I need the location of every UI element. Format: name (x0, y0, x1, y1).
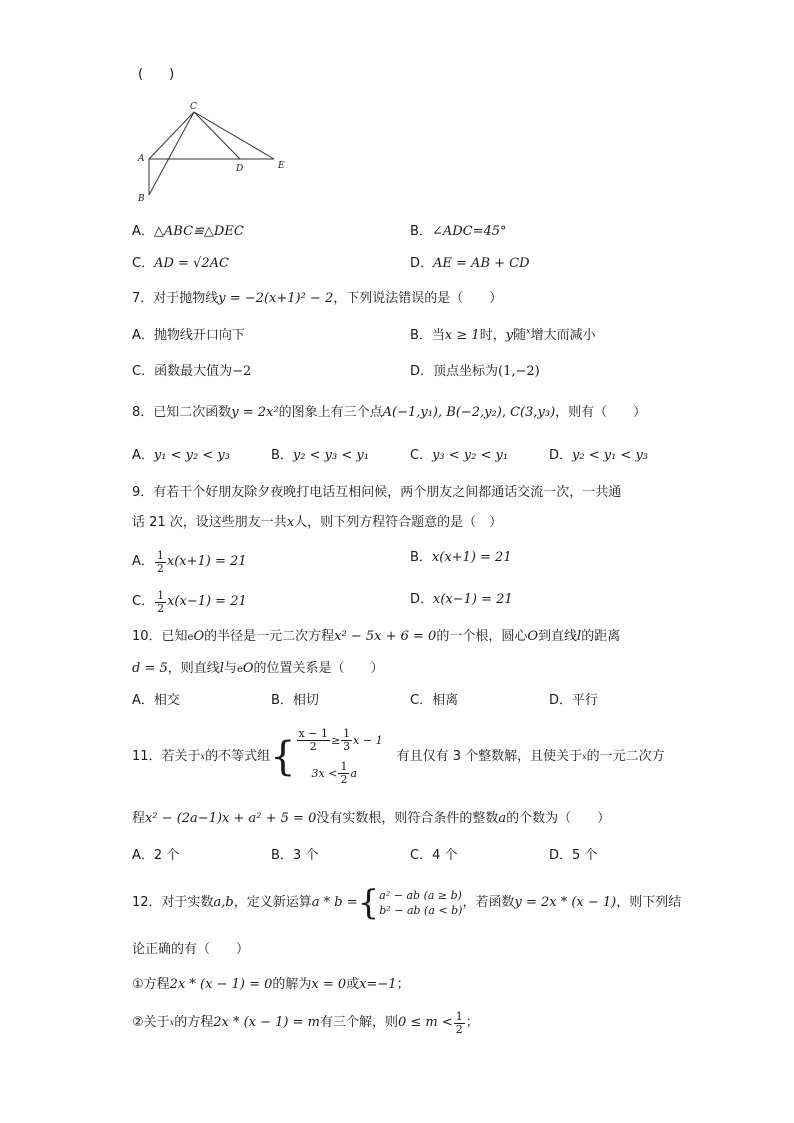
q10-option-b: B．相切 (271, 693, 319, 708)
q7-option-b: B．当x ≥ 1时，y随$^x$增大而减小 (410, 326, 596, 343)
q9-stem-line2: 话 21 次，设这些朋友一共x人，则下列方程符合题意的是（ ） (132, 515, 503, 530)
q8-option-b: B．y₂ < y₃ < y₁ (271, 448, 369, 463)
q11-option-d: D．5 个 (549, 848, 598, 863)
label-c: C (190, 102, 197, 112)
segment-ce (194, 112, 274, 159)
q10-option-c: C．相离 (410, 693, 459, 708)
label-a: A (138, 154, 145, 164)
q6-answer-bracket: ( ) (138, 67, 175, 82)
segment-cb (149, 112, 194, 195)
q7-option-c: C．函数最大值为−2 (132, 364, 252, 379)
inequality-2: 3x < $\frac{1}{2}$ a (311, 760, 358, 786)
q6-option-c: C．AD = √2AC (132, 256, 229, 271)
q6-option-d: D．AE = AB + CD (410, 256, 530, 271)
segment-ca (149, 112, 194, 159)
q10-stem-line1: 10．已知eO的半径是一元二次方程x² − 5x + 6 = 0的一个根，圆心O到直线l的距离 (132, 629, 621, 644)
q8-stem: 8．已知二次函数y = 2x²的图象上有三个点A(−1,y₁), B(−2,y₂), C(3,y₃)，则有（ ） (132, 405, 647, 420)
q12-stem-line2: 论正确的有（ ） (132, 942, 250, 957)
q11-option-a: A．2 个 (132, 848, 180, 863)
q8-option-a: A．y₁ < y₂ < y₃ (132, 448, 230, 463)
q7-option-d: D．顶点坐标为(1,−2) (410, 364, 540, 379)
q12-statement-1: ①方程2x * (x − 1) = 0的解为x = 0或x=−1； (132, 977, 410, 992)
q9-option-a: A． $\frac{1}{2}$ x(x+1) = 21 (132, 548, 247, 575)
q10-option-d: D．平行 (549, 693, 599, 708)
q12-stem-line1: 12．对于实数 a,b ，定义新运算 a * b = { a² − ab (a ≥ b) b² − ab (a < b) ，若函数 y = 2x * (x − 1) ，则下列结 (132, 883, 682, 923)
q9-option-b: B．x(x+1) = 21 (410, 550, 512, 565)
q10-stem-line2: d = 5，则直线l与eO的位置关系是（ ） (132, 661, 384, 676)
left-brace-icon: { (270, 734, 296, 780)
q9-option-c: C． $\frac{1}{2}$ x(x−1) = 21 (132, 588, 247, 615)
q9-stem-line1: 9．有若干个好朋友除夕夜晚打电话互相问候，两个朋友之间都通话交流一次，一共通 (132, 485, 622, 500)
label-d: D (236, 164, 244, 174)
inequality-1: $\frac{x - 1}{2}$ ≥ $\frac{1}{3}$ x − 1 (298, 727, 383, 753)
q11-option-c: C．4 个 (410, 848, 458, 863)
q12-statement-2: ② 关于 x 的方程 2x * (x − 1) = m 有三个解，则 0 ≤ m < $\frac{1}{2}$ ； (132, 1009, 479, 1036)
q6-option-b: B．∠ADC=45° (410, 224, 507, 239)
q11-stem-line1: 11．若关于 x 的不等式组 { $\frac{x - 1}{2}$ ≥ $\frac{1}{3}$ x − 1 3x < $\frac{1}{2}$ a 有且仅有 3 个整数解，且使关于 x 的一元二次方 (132, 727, 665, 786)
q10-option-a: A．相交 (132, 693, 180, 708)
fraction: $\frac{1}{2}$ (157, 588, 165, 615)
q9-option-d: D．x(x−1) = 21 (410, 592, 513, 607)
left-brace-icon: { (357, 883, 380, 923)
piecewise-cases: a² − ab (a ≥ b) b² − ab (a < b) (379, 889, 463, 917)
label-b: B (138, 194, 145, 204)
q7-stem: 7．对于抛物线y = −2(x+1)² − 2，下列说法错误的是（ ） (132, 291, 503, 306)
label-e: E (278, 161, 285, 171)
q6-triangle-figure (132, 98, 292, 208)
inequality-system (296, 728, 383, 786)
q8-option-d: D．y₂ < y₁ < y₃ (549, 448, 648, 463)
q7-option-a: A．抛物线开口向下 (132, 328, 245, 343)
fraction: $\frac{1}{2}$ (156, 548, 164, 575)
q11-stem-line2: 程x² − (2a−1)x + a² + 5 = 0没有实数根，则符合条件的整数a的个数为（ ） (132, 811, 611, 826)
q11-option-b: B．3 个 (271, 848, 319, 863)
q8-option-c: C．y₃ < y₂ < y₁ (410, 448, 509, 463)
q6-option-a: A．△ABC≌△DEC (132, 224, 244, 239)
